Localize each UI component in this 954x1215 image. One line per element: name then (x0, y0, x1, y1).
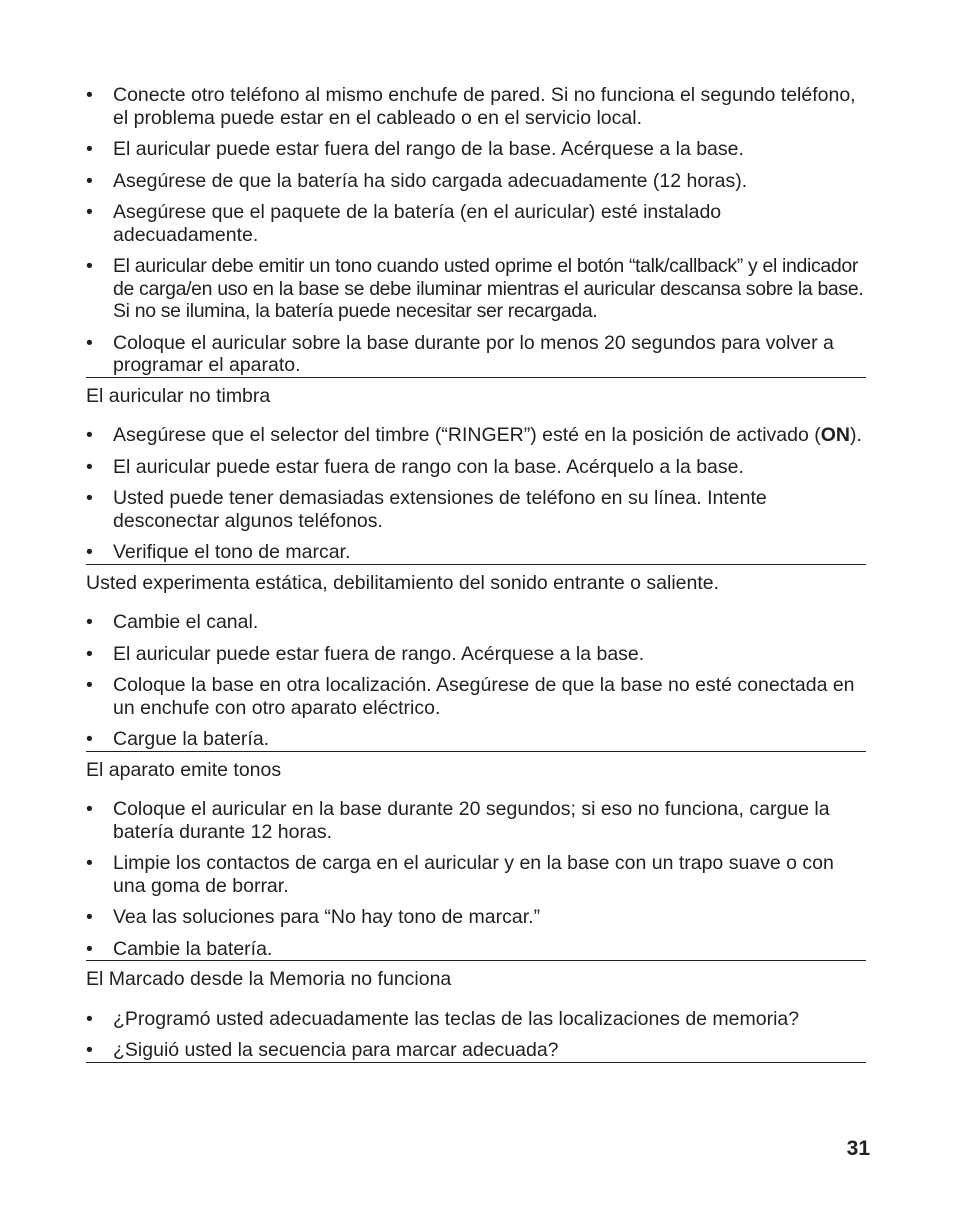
list-item: • Cambie el canal. (86, 611, 259, 633)
list-item: • ¿Programó usted adecuadamente las teclas de las localizaciones de memoria? (86, 1007, 800, 1030)
bullet-icon: • (86, 331, 93, 354)
bullet-icon: • (86, 852, 93, 874)
section-no-ring (86, 410, 866, 565)
bullet-list (86, 84, 866, 377)
list-item: • Cambie la batería. (86, 937, 273, 960)
bullet-icon: • (86, 541, 93, 563)
list-item: • El auricular debe emitir un tono cuando usted oprime el botón “talk/callback” y el indicador de carga/en uso en la base se debe iluminar mientras el auricular descansa sobre la base. Si no se ilumina, la batería puede necesitar ser recargada. (86, 255, 864, 322)
bullet-icon: • (86, 84, 93, 106)
bullet-icon: • (86, 798, 93, 820)
list-item: • El auricular puede estar fuera de rango. Acérquese a la base. (86, 642, 645, 665)
list-item: • Conecte otro teléfono al mismo enchufe de pared. Si no funciona el segundo teléfono, el problema puede estar en el cableado o en el servicio local. (86, 84, 856, 129)
list-item: • Asegúrese que el selector del timbre (“RINGER”) esté en la posición de activado (ON). (86, 424, 862, 446)
list-item: • Coloque el auricular sobre la base durante por lo menos 20 segundos para volver a programar el aparato. (86, 331, 834, 376)
section-heading: Usted experimenta estática, debilitamiento del sonido entrante o saliente. (86, 571, 720, 594)
bullet-icon: • (86, 674, 93, 696)
list-item: • El auricular puede estar fuera del rango de la base. Acérquese a la base. (86, 138, 744, 160)
list-item: • Coloque el auricular en la base durante 20 segundos; si eso no funciona, cargue la batería durante 12 horas. (86, 798, 830, 843)
bullet-icon: • (86, 611, 93, 633)
section-static (86, 597, 866, 752)
bullet-icon: • (86, 455, 93, 478)
list-item: • Usted puede tener demasiadas extensiones de teléfono en su línea. Intente desconectar algunos teléfonos. (86, 487, 767, 532)
section-heading: El Marcado desde la Memoria no funciona (86, 968, 452, 990)
bullet-icon: • (86, 1039, 93, 1061)
bullet-list (86, 597, 866, 751)
bullet-icon: • (86, 487, 93, 509)
list-item: • Asegúrese de que la batería ha sido cargada adecuadamente (12 horas). (86, 169, 748, 192)
list-item: • El auricular puede estar fuera de rango con la base. Acérquelo a la base. (86, 455, 744, 478)
list-item: • Verifique el tono de marcar. (86, 541, 351, 563)
bullet-icon: • (86, 937, 93, 960)
list-item: • Asegúrese que el paquete de la batería (en el auricular) esté instalado adecuadamente. (86, 201, 722, 246)
section-heading: El auricular no timbra (86, 384, 271, 407)
bullet-icon: • (86, 1007, 93, 1030)
list-item: • ¿Siguió usted la secuencia para marcar adecuada? (86, 1039, 559, 1061)
section-heading: El aparato emite tonos (86, 758, 282, 781)
list-item: • Coloque la base en otra localización. Asegúrese de que la base no esté conectada en un enchufe con otro aparato eléctrico. (86, 674, 855, 719)
bullet-list (86, 784, 866, 960)
bullet-list (86, 410, 866, 564)
list-item: • Cargue la batería. (86, 728, 270, 750)
bullet-icon: • (86, 728, 93, 750)
section-general (86, 84, 866, 378)
page-number: 31 (846, 1137, 870, 1160)
bullet-icon: • (86, 138, 93, 160)
bullet-icon: • (86, 201, 93, 223)
bullet-icon: • (86, 169, 93, 192)
bullet-icon: • (86, 424, 93, 446)
bullet-icon: • (86, 906, 93, 928)
list-item: • Limpie los contactos de carga en el auricular y en la base con un trapo suave o con una goma de borrar. (86, 852, 834, 897)
troubleshooting-page (86, 84, 866, 1063)
section-tones (86, 784, 866, 961)
bullet-list (86, 994, 866, 1062)
section-memory-dial (86, 994, 866, 1063)
list-item: • Vea las soluciones para “No hay tono de marcar.” (86, 906, 541, 928)
bullet-icon: • (86, 255, 93, 277)
bullet-icon: • (86, 642, 93, 665)
